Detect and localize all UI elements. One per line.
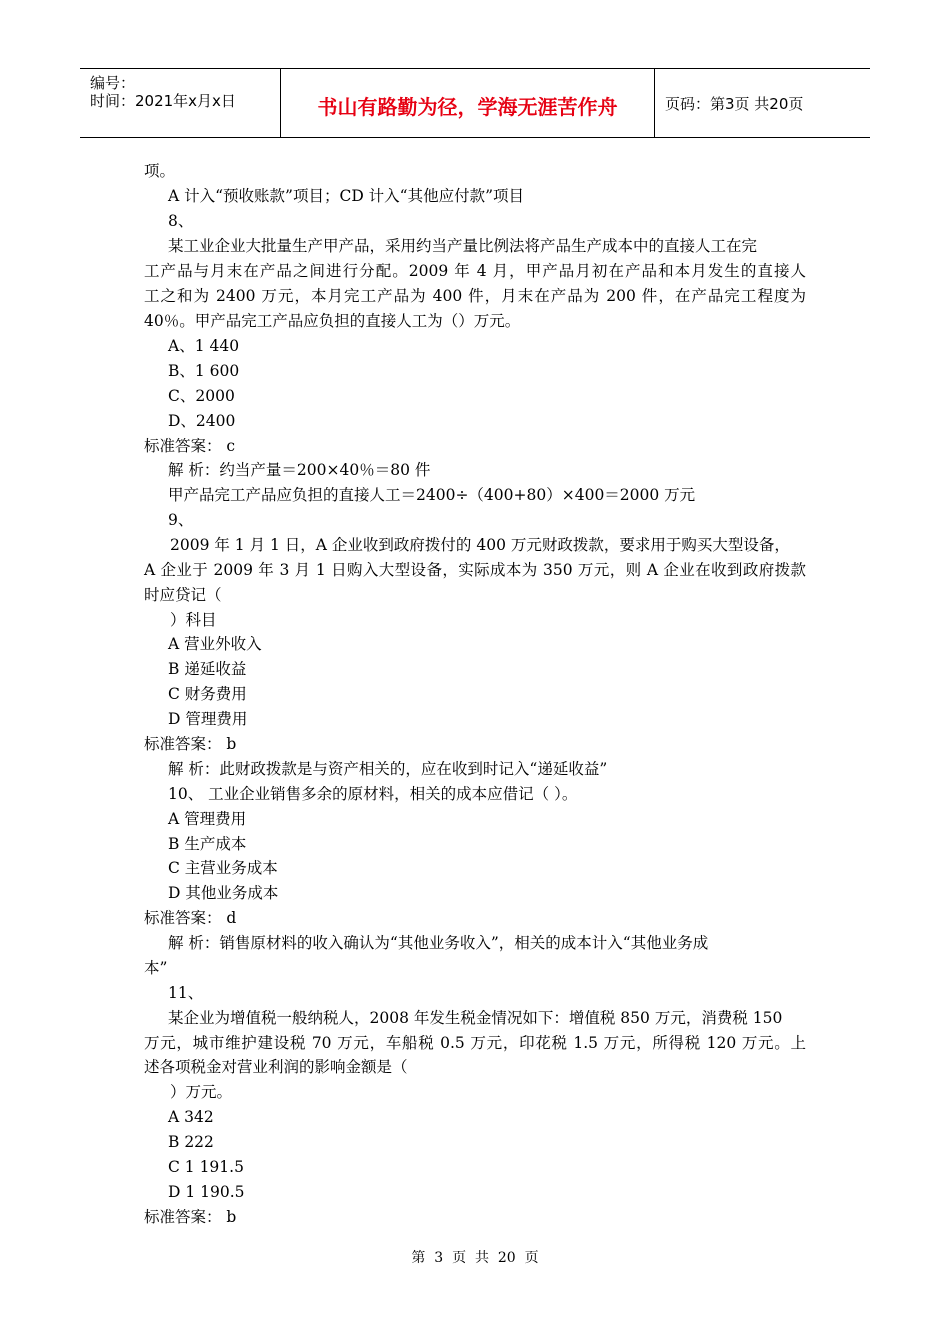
analysis-line: 解 析：此财政拨款是与资产相关的，应在收到时记入“递延收益” bbox=[168, 760, 608, 778]
question-number: 8、 bbox=[168, 212, 194, 230]
option-line: D 其他业务成本 bbox=[168, 884, 279, 902]
answer-line: 标准答案： b bbox=[144, 735, 237, 753]
time-label: 时间：2021年x月x日 bbox=[90, 92, 236, 110]
number-label: 编号： bbox=[90, 74, 136, 92]
text-line: 甲产品完工产品应负担的直接人工＝2400÷（400+80）×400＝2000 万元 bbox=[168, 486, 696, 504]
question-number: 11、 bbox=[168, 984, 204, 1002]
text-line: ）科目 bbox=[170, 611, 217, 629]
analysis-line: 解 析：销售原材料的收入确认为“其他业务收入”，相关的成本计入“其他业务成 bbox=[168, 934, 709, 952]
page-label: 页码：第3页 共20页 bbox=[665, 95, 804, 113]
header-motto-cell bbox=[281, 69, 655, 137]
text-line: ）万元。 bbox=[170, 1083, 233, 1101]
question-number: 9、 bbox=[168, 511, 194, 529]
text-line: 万元，城市维护建设税 70 万元，车船税 0.5 万元，印花税 1.5 万元，所得税 120 万元。上 bbox=[144, 1034, 806, 1052]
text-line: 项。 bbox=[144, 162, 176, 180]
option-line: B 生产成本 bbox=[168, 835, 247, 853]
option-line: A 管理费用 bbox=[168, 810, 247, 828]
option-line: D 管理费用 bbox=[168, 710, 248, 728]
text-line: 2009 年 1 月 1 日，A 企业收到政府拨付的 400 万元财政拨款，要求用于购买大型设备， bbox=[170, 536, 790, 554]
text-line: 工之和为 2400 万元，本月完工产品为 400 件，月末在产品为 200 件，在产品完工程度为 bbox=[144, 287, 806, 305]
analysis-line: 解 析：约当产量＝200×40％＝80 件 bbox=[168, 461, 431, 479]
option-line: C、2000 bbox=[168, 387, 235, 405]
option-line: A 营业外收入 bbox=[168, 635, 262, 653]
text-line: 某企业为增值税一般纳税人，2008 年发生税金情况如下：增值税 850 万元，消费税 150 bbox=[168, 1009, 783, 1027]
page-footer: 第 3 页 共 20 页 bbox=[411, 1250, 539, 1266]
option-line: C 1 191.5 bbox=[168, 1158, 244, 1176]
option-line: B 222 bbox=[168, 1133, 214, 1151]
text-line: 述各项税金对营业利润的影响金额是（ bbox=[144, 1058, 408, 1076]
option-line: A 342 bbox=[168, 1108, 214, 1126]
option-line: D 1 190.5 bbox=[168, 1183, 245, 1201]
option-line: C 财务费用 bbox=[168, 685, 247, 703]
answer-line: 标准答案： c bbox=[144, 437, 236, 455]
text-line: 工产品与月末在产品之间进行分配。2009 年 4 月，甲产品月初在产品和本月发生的直接人 bbox=[144, 262, 806, 280]
question-line: 10、 工业企业销售多余的原材料，相关的成本应借记（ ）。 bbox=[168, 785, 578, 803]
answer-line: 标准答案： b bbox=[144, 1208, 237, 1226]
text-line: 40％。甲产品完工产品应负担的直接人工为（）万元。 bbox=[144, 312, 521, 330]
motto: 书山有路勤为径，学海无涯苦作舟 bbox=[317, 95, 618, 119]
option-line: B、1 600 bbox=[168, 362, 240, 380]
option-line: D、2400 bbox=[168, 412, 236, 430]
text-line: 时应贷记（ bbox=[144, 586, 222, 604]
option-line: A、1 440 bbox=[168, 337, 240, 355]
header-info-cell bbox=[80, 69, 281, 137]
text-line: A 计入“预收账款”项目；CD 计入“其他应付款”项目 bbox=[168, 187, 525, 205]
option-line: C 主营业务成本 bbox=[168, 859, 278, 877]
header-page-cell bbox=[655, 69, 870, 137]
text-line: 某工业企业大批量生产甲产品，采用约当产量比例法将产品生产成本中的直接人工在完 bbox=[168, 237, 758, 255]
text-line: A 企业于 2009 年 3 月 1 日购入大型设备，实际成本为 350 万元，则 A 企业在收到政府拨款 bbox=[144, 561, 806, 579]
answer-line: 标准答案： d bbox=[144, 909, 237, 927]
option-line: B 递延收益 bbox=[168, 660, 247, 678]
header-table bbox=[80, 68, 870, 138]
text-line: 本” bbox=[144, 959, 168, 977]
